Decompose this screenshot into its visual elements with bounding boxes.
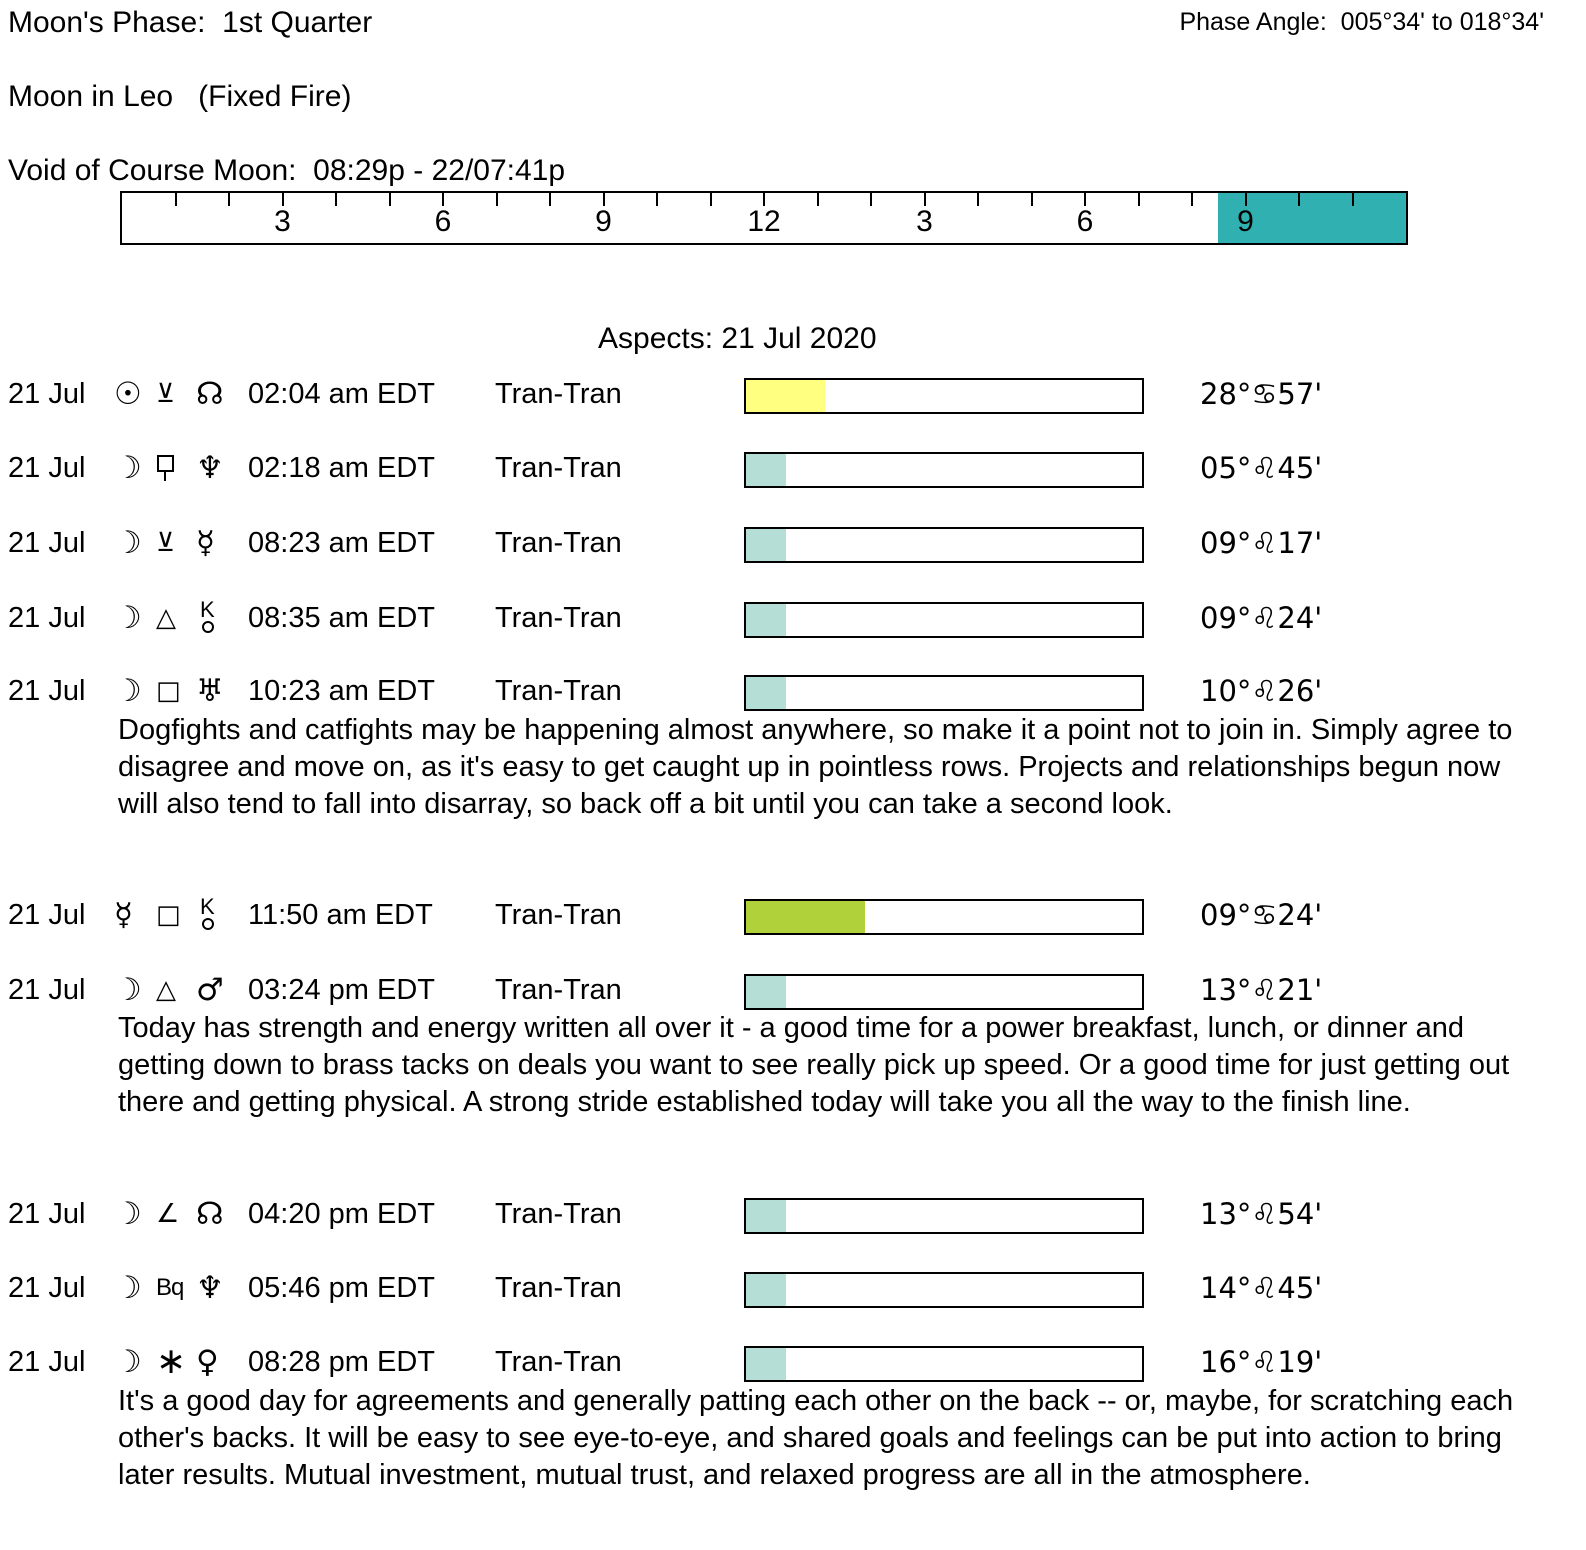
uranus-icon: ♅ [196,673,224,709]
ruler-tick [496,193,498,206]
orb-bar-fill [746,454,786,486]
moon-icon: ☽ [114,525,142,561]
trine-icon: △ [156,603,176,633]
semi-sextile-icon: ⊻ [156,379,176,409]
chiron-icon [196,602,218,636]
aspect-type: Tran-Tran [495,1346,622,1378]
ruler-tick [335,193,337,206]
trine-icon: △ [156,975,176,1005]
aspect-type: Tran-Tran [495,378,622,410]
aspect-time: 04:20 pm EDT [248,1198,435,1230]
aspect-row [0,899,1586,931]
aspect-date: 21 Jul [8,452,86,484]
aspect-type: Tran-Tran [495,974,622,1006]
moon-icon: ☽ [114,1196,142,1232]
orb-bar [744,899,1144,935]
aspect-type: Tran-Tran [495,452,622,484]
aspect-note: Today has strength and energy written all over it - a good time for a power breakfast, lunch, or dinner and getting down to brass tacks on deals you want to see really pick up speed. Or a good time for just getting out there and getting physical. A strong stride established today will take you all the way to the finish line. [118,1012,1510,1118]
aspect-type: Tran-Tran [495,1272,622,1304]
orb-bar-fill [746,1200,786,1232]
aspect-time: 02:18 am EDT [248,452,435,484]
orb-bar-fill [746,976,786,1008]
orb-bar [744,974,1144,1010]
aspect-date: 21 Jul [8,899,86,931]
orb-bar [744,1198,1144,1234]
moon-sign-text: Moon in Leo (Fixed Fire) [8,80,352,113]
moon-icon: ☽ [114,673,142,709]
aspect-degree: 13°♌21' [1200,973,1323,1007]
aspect-time: 03:24 pm EDT [248,974,435,1006]
aspect-row [0,527,1586,559]
aspect-row [0,378,1586,410]
aspect-row [0,452,1586,484]
ruler-hour-label: 9 [1237,205,1254,238]
moons-phase-text: Moon's Phase: 1st Quarter [8,6,373,39]
orb-bar [744,378,1144,414]
aspect-time: 02:04 am EDT [248,378,435,410]
aspect-row [0,1198,1586,1230]
orb-bar-fill [746,1274,786,1306]
aspect-degree: 16°♌19' [1200,1345,1323,1379]
ruler-hour-label: 9 [595,205,612,238]
ruler-tick [1352,193,1354,206]
aspect-date: 21 Jul [8,1346,86,1378]
semi-sextile-icon: ⊻ [156,528,176,558]
orb-bar [744,1346,1144,1382]
orb-bar [744,675,1144,711]
mars-icon: ♂ [196,972,224,1008]
moon-icon: ☽ [114,1270,142,1306]
aspect-row [0,602,1586,634]
aspect-degree: 14°♌45' [1200,1271,1323,1305]
moon-icon: ☽ [114,972,142,1008]
orb-bar [744,452,1144,488]
aspect-time: 08:23 am EDT [248,527,435,559]
ruler-tick [656,193,658,206]
aspects-title: Aspects: 21 Jul 2020 [598,322,877,355]
aspect-time: 08:35 am EDT [248,602,435,634]
orb-bar-fill [746,529,786,561]
ruler-tick [228,193,230,206]
aspect-date: 21 Jul [8,675,86,707]
sun-icon: ☉ [114,376,142,412]
aspect-type: Tran-Tran [495,602,622,634]
aspect-date: 21 Jul [8,527,86,559]
aspect-row [0,1272,1586,1304]
aspect-type: Tran-Tran [495,675,622,707]
aspect-time: 05:46 pm EDT [248,1272,435,1304]
neptune-icon: ♆ [196,1270,224,1306]
ruler-hour-label: 3 [916,205,933,238]
ruler-tick [175,193,177,206]
ruler-tick [1138,193,1140,206]
aspect-degree: 13°♌54' [1200,1197,1323,1231]
north-node-icon: ☊ [196,1196,224,1232]
moon-icon: ☽ [114,1344,142,1380]
aspect-time: 08:28 pm EDT [248,1346,435,1378]
ruler-hour-label: 3 [274,205,291,238]
ruler-tick [549,193,551,206]
aspect-note: It's a good day for agreements and generally patting each other on the back -- or, maybe, for scratching each other's backs. It will be easy to see eye-to-eye, and shared goals and feelings can be put into action to bring later results. Mutual investment, mutual trust, and relaxed progress are all in the atmosphere. [118,1385,1514,1491]
aspect-row [0,974,1586,1006]
mercury-icon: ☿ [196,525,216,561]
ruler-tick [817,193,819,206]
aspect-degree: 09°♌24' [1200,601,1323,635]
aspect-time: 10:23 am EDT [248,675,435,707]
aspect-type: Tran-Tran [495,899,622,931]
ruler-tick [1031,193,1033,206]
aspect-row [0,1341,1586,1382]
aspect-degree: 09°♌17' [1200,526,1323,560]
ruler-hour-label: 6 [434,205,452,238]
aspect-type: Tran-Tran [495,527,622,559]
orb-bar [744,527,1144,563]
phase-angle-text: Phase Angle: 005°34' to 018°34' [1179,8,1544,36]
void-of-course-text: Void of Course Moon: 08:29p - 22/07:41p [8,154,566,187]
ruler-tick [870,193,872,206]
ruler-tick [1298,193,1300,206]
north-node-icon: ☊ [196,376,224,412]
ruler-tick [389,193,391,206]
sesquiquadrate-icon [156,454,174,482]
aspect-degree: 05°♌45' [1200,451,1323,485]
aspect-note: Dogfights and catfights may be happening almost anywhere, so make it a point not to join in. Simply agree to disagree and move on, as it's easy to get caught up in pointless rows. Projects and relationships begun now will also tend to fall into disarray, so back off a bit until you can take a second look. [118,714,1513,820]
venus-icon: ♀ [196,1344,219,1380]
orb-bar [744,1272,1144,1308]
orb-bar-fill [746,604,786,636]
semi-square-icon: ∠ [156,1199,180,1229]
aspect-row [0,675,1586,707]
ruler-hour-label: 6 [1076,205,1094,238]
orb-bar-fill [746,380,825,412]
sextile-icon: ∗ [156,1341,187,1382]
neptune-icon: ♆ [196,450,224,486]
moon-icon: ☽ [114,450,142,486]
aspect-degree: 09°♋24' [1200,898,1323,932]
orb-bar [744,602,1144,638]
orb-bar-fill [746,901,865,933]
moon-icon: ☽ [114,600,142,636]
orb-bar-fill [746,677,786,709]
aspect-date: 21 Jul [8,1198,86,1230]
aspect-date: 21 Jul [8,602,86,634]
ruler-tick [710,193,712,206]
chiron-icon [196,899,218,933]
aspect-date: 21 Jul [8,378,86,410]
square-icon: □ [156,900,181,930]
ruler-tick [1191,193,1193,206]
aspect-time: 11:50 am EDT [248,899,433,931]
mercury-icon: ☿ [114,897,134,933]
biquintile-icon: Bq [156,1274,184,1301]
aspect-date: 21 Jul [8,1272,86,1304]
aspect-degree: 10°♌26' [1200,674,1323,708]
aspect-type: Tran-Tran [495,1198,622,1230]
aspect-degree: 28°♋57' [1200,377,1323,411]
aspect-date: 21 Jul [8,974,86,1006]
orb-bar-fill [746,1348,786,1380]
square-icon: □ [156,676,181,706]
voc-ruler [120,191,1408,245]
ruler-hour-label: 12 [747,205,781,238]
ruler-tick [977,193,979,206]
